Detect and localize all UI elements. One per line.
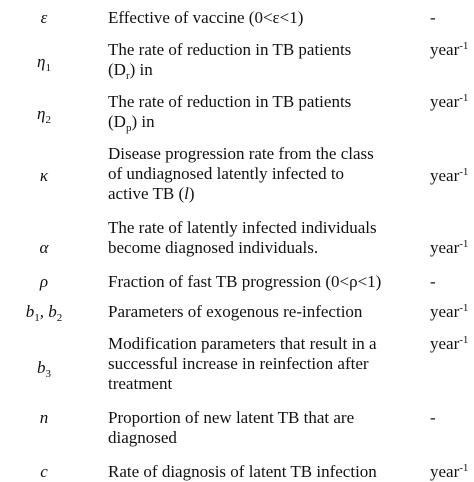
description [108,462,424,482]
symbol-text: b [25,302,35,321]
unit-text: year [430,92,460,111]
unit [430,272,474,292]
symbol-epsilon [0,8,88,28]
symbol-text: c [40,462,48,481]
unit-text: - [430,408,436,427]
symbol-subscript: 2 [45,114,51,126]
symbol-kappa [0,166,88,186]
unit [430,408,474,428]
unit [430,166,474,186]
symbol-text: ρ [39,272,49,291]
description-subscript: p [125,122,132,134]
description-line: Modification parameters that result in a [108,334,377,353]
unit [430,92,474,112]
description [108,408,424,448]
description-line: diagnosed [108,428,177,447]
description-line: Proportion of new latent TB that are [108,408,355,427]
unit [430,462,474,482]
symbol-eta1 [0,52,88,72]
description-fragment: active TB ( [108,184,185,203]
description-line: Fraction of fast TB progression (0<ρ<1) [108,272,382,291]
unit [430,302,474,322]
description [108,40,424,80]
description-fragment: ) [188,184,195,203]
unit-text: year [430,302,460,321]
unit-text: - [430,272,436,291]
symbol-alpha [0,238,88,258]
symbol-text: b [37,358,46,377]
symbol-text: n [39,408,49,427]
description-line [108,112,424,132]
unit [430,40,474,60]
symbol-subscript: 3 [45,368,51,380]
description-line: The rate of reduction in TB patients [108,40,352,59]
description [108,144,424,204]
description-line: Rate of diagnosis of latent TB infection [108,462,377,481]
description-line: The rate of reduction in TB patients [108,92,352,111]
description [108,8,424,28]
description-line: become diagnosed individuals. [108,238,319,257]
description [108,334,424,394]
symbol-c [0,462,88,482]
description [108,92,424,132]
symbol-text: α [39,238,49,257]
unit-superscript: -1 [459,166,469,178]
description-line: treatment [108,374,173,393]
description [108,302,424,322]
unit-superscript: -1 [459,334,469,346]
description-subscript: r [125,70,130,82]
description-line: Effective of vaccine (0<ε<1) [108,8,304,27]
unit-text: year [430,40,460,59]
description-italic: l [184,184,189,203]
unit-text: year [430,238,460,257]
symbol-subscript: 1 [45,62,51,74]
unit [430,238,474,258]
symbol-n [0,408,88,428]
unit [430,8,474,28]
description [108,272,424,292]
description-line [108,60,424,80]
description-line [108,184,424,204]
unit-text: year [430,334,460,353]
symbol-b1-b2 [0,302,88,322]
symbol-text: κ [39,166,49,185]
symbol-subscript: 1 [34,312,40,324]
unit-superscript: -1 [459,462,469,474]
unit [430,334,474,354]
symbol-rho [0,272,88,292]
unit-superscript: -1 [459,238,469,250]
symbol-eta2 [0,104,88,124]
unit-text: - [430,8,436,27]
description-fragment: (D [108,60,126,79]
symbol-text: η [37,52,46,71]
symbol-b3 [0,358,88,378]
description-fragment: ) in [129,60,153,79]
description-line: Parameters of exogenous re-infection [108,302,363,321]
description [108,218,424,258]
description-fragment: ) in [131,112,155,131]
description-line: of undiagnosed latently infected to [108,164,345,183]
symbol-text: ε [40,8,48,27]
description-fragment: (D [108,112,126,131]
description-line: The rate of latently infected individuals [108,218,377,237]
symbol-text: , b [39,302,57,321]
unit-superscript: -1 [459,302,469,314]
description-line: Disease progression rate from the class [108,144,374,163]
symbol-text: η [37,104,46,123]
unit-superscript: -1 [459,40,469,52]
unit-superscript: -1 [459,92,469,104]
description-line: successful increase in reinfection after [108,354,369,373]
unit-text: year [430,166,460,185]
unit-text: year [430,462,460,481]
symbol-subscript: 2 [56,312,63,324]
